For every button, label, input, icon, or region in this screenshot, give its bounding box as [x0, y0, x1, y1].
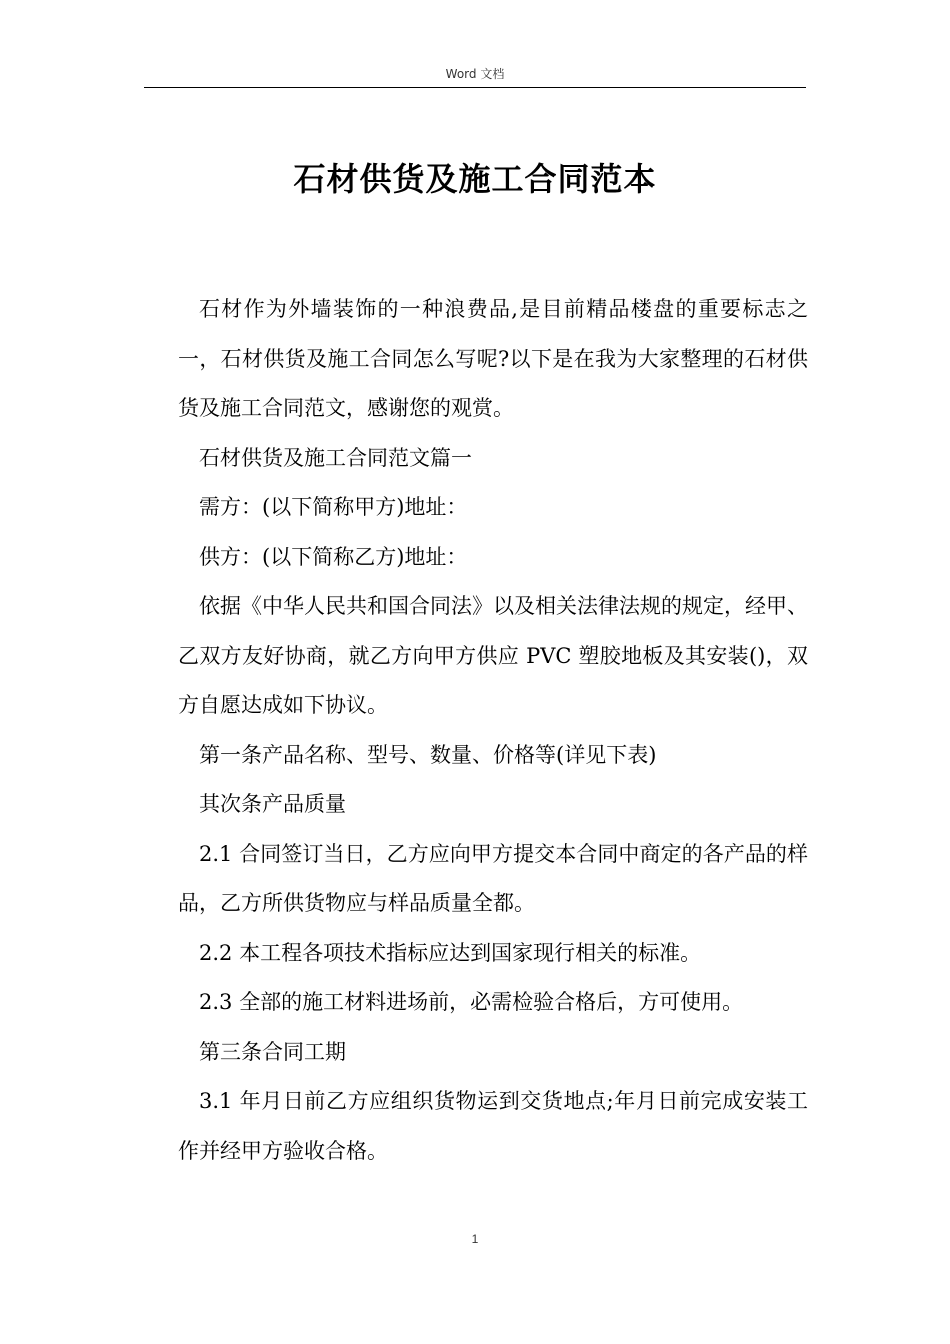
document-body: [178, 285, 808, 1176]
paragraph-intro: 石材作为外墙装饰的一种浪费品,是目前精品楼盘的重要标志之一，石材供货及施工合同怎么写呢?以下是在我为大家整理的石材供货及施工合同范文，感谢您的观赏。: [178, 297, 808, 420]
header-divider: [144, 87, 806, 88]
paragraph-clause-2-3: 2.3 全部的施工材料进场前，必需检验合格后，方可使用。: [199, 990, 744, 1014]
document-title: 石材供货及施工合同范本: [293, 160, 657, 198]
page-header: Word 文档: [445, 67, 505, 81]
paragraph-clause-2-1: 2.1 合同签订当日，乙方应向甲方提交本合同中商定的各产品的样品，乙方所供货物应与样品质量全都。: [178, 841, 808, 915]
paragraph-article-1: 第一条产品名称、型号、数量、价格等(详见下表): [199, 742, 657, 767]
paragraph-buyer: 需方：(以下简称甲方)地址：: [199, 495, 468, 519]
paragraph-article-2: 其次条产品质量: [199, 792, 346, 816]
paragraph-article-3: 第三条合同工期: [199, 1039, 346, 1064]
paragraph-clause-3-1: 3.1 年月日前乙方应组织货物运到交货地点;年月日前完成安装工作并经甲方验收合格。: [178, 1089, 808, 1163]
paragraph-clause-2-2: 2.2 本工程各项技术指标应达到国家现行相关的标准。: [199, 940, 702, 965]
paragraph-supplier: 供方：(以下简称乙方)地址：: [199, 544, 468, 569]
paragraph-agreement-basis: 依据《中华人民共和国合同法》以及相关法律法规的规定，经甲、乙双方友好协商，就乙方向甲方供应 PVC 塑胶地板及其安装()，双方自愿达成如下协议。: [178, 594, 808, 717]
page-number: 1: [471, 1232, 479, 1246]
paragraph-section-heading: 石材供货及施工合同范文篇一: [199, 445, 472, 470]
